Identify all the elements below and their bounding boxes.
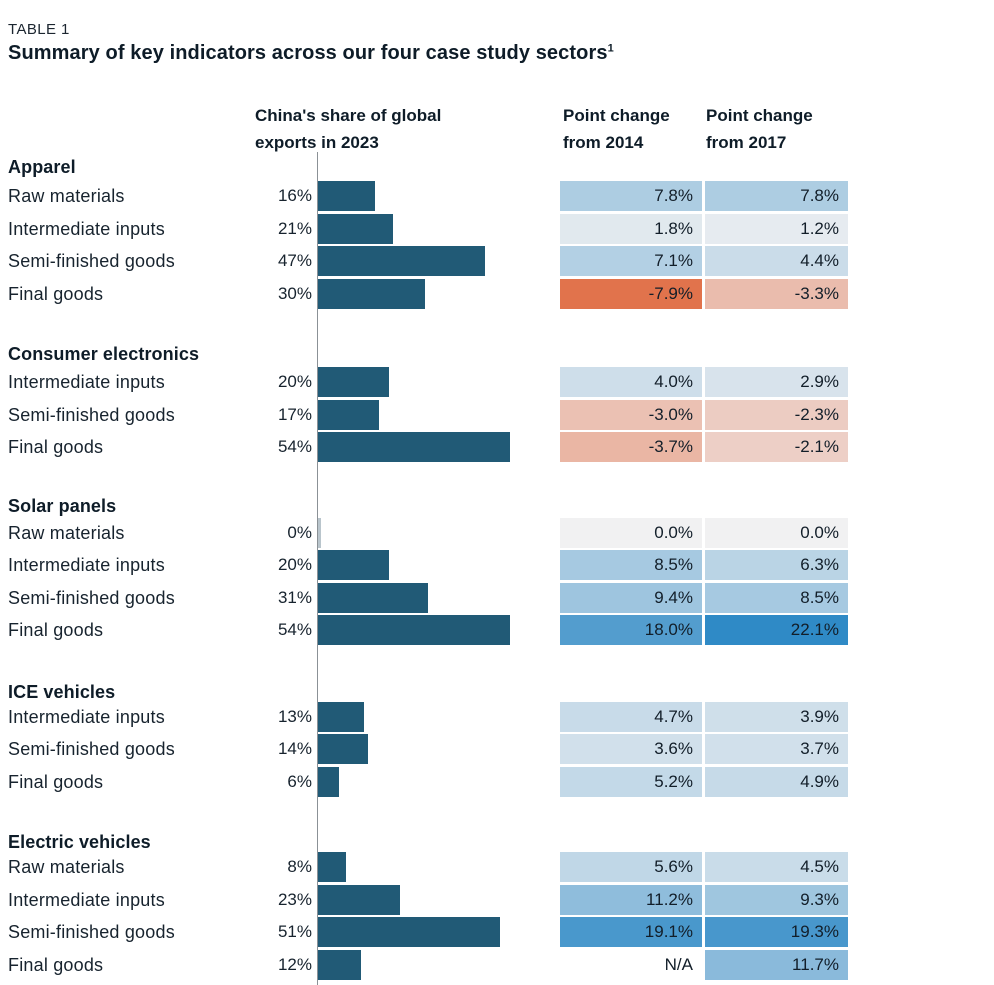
row-label: Intermediate inputs <box>8 372 165 392</box>
share-value-label: 17% <box>277 404 312 424</box>
share-bar <box>318 702 364 732</box>
share-bar <box>318 950 361 980</box>
row-label: Semi-finished goods <box>8 404 175 425</box>
change-cell-2017: 19.3% <box>705 917 848 947</box>
share-value-label: 21% <box>277 218 312 238</box>
share-value-label: 31% <box>277 587 312 607</box>
share-bar <box>318 181 375 211</box>
change-cell-2014: 5.2% <box>560 767 702 797</box>
change-cell-2017: 4.4% <box>705 246 848 276</box>
share-bar <box>318 885 400 915</box>
change-cell-2014: -3.0% <box>560 400 702 430</box>
share-bar <box>318 400 379 430</box>
share-value-label: 51% <box>277 922 312 942</box>
share-value-label: 20% <box>277 372 312 391</box>
share-value-label: 30% <box>277 283 312 303</box>
section-header: Solar panels <box>8 496 117 516</box>
share-bar <box>318 852 346 882</box>
share-value-label: 54% <box>277 620 312 640</box>
share-bar <box>318 583 428 613</box>
share-value-label: 13% <box>277 706 312 726</box>
change-cell-2017: 9.3% <box>705 885 848 915</box>
share-value-label: 14% <box>277 739 312 759</box>
change-cell-2014: 1.8% <box>560 214 702 244</box>
row-label: Intermediate inputs <box>8 555 165 576</box>
change-cell-2014: 5.6% <box>560 852 702 882</box>
change-cell-2014: -3.7% <box>560 432 702 462</box>
change-cell-2017: 2.9% <box>705 367 848 397</box>
change-cell-2014: 4.7% <box>560 702 702 732</box>
share-bar <box>318 367 389 397</box>
change-cell-2017: 1.2% <box>705 214 848 244</box>
table-label: TABLE 1 <box>8 21 70 38</box>
share-value-label: 20% <box>277 555 312 575</box>
share-bar <box>318 615 510 645</box>
share-bar <box>318 518 321 548</box>
share-value-label: 16% <box>277 186 312 205</box>
change-cell-2014: 0.0% <box>560 518 702 548</box>
change-cell-2017: 8.5% <box>705 583 848 613</box>
section-header: Consumer electronics <box>8 344 200 364</box>
share-bar <box>318 214 393 244</box>
row-label: Final goods <box>8 283 104 304</box>
change-cell-2017: 22.1% <box>705 615 848 645</box>
row-label: Raw materials <box>8 522 125 543</box>
change-cell-2017: -2.3% <box>705 400 848 430</box>
share-bar <box>318 246 485 276</box>
change-cell-2017: 4.9% <box>705 767 848 797</box>
share-bar <box>318 767 339 797</box>
share-bar <box>318 550 389 580</box>
change-cell-2014: 9.4% <box>560 583 702 613</box>
share-value-label: 12% <box>277 954 312 974</box>
row-label: Raw materials <box>8 857 125 877</box>
change-cell-2014: 18.0% <box>560 615 702 645</box>
row-label: Intermediate inputs <box>8 889 165 910</box>
row-label: Intermediate inputs <box>8 706 165 727</box>
title-footnote-marker: 1 <box>607 42 614 55</box>
row-label: Semi-finished goods <box>8 251 175 272</box>
change-cell-2014: N/A <box>664 954 693 974</box>
change-cell-2014: 8.5% <box>560 550 702 580</box>
change-cell-2014: -7.9% <box>560 279 702 309</box>
change-cell-2017: 6.3% <box>705 550 848 580</box>
section-header: ICE vehicles <box>8 682 116 702</box>
row-label: Final goods <box>8 771 104 792</box>
share-value-label: 0% <box>287 522 312 542</box>
figure-title-text: Summary of key indicators across our four case study sectors <box>8 42 608 64</box>
section-header: Apparel <box>8 157 76 177</box>
share-bar <box>318 734 368 764</box>
section-header: Electric vehicles <box>8 832 151 852</box>
share-value-label: 47% <box>277 251 312 271</box>
change-cell-2014: 7.1% <box>560 246 702 276</box>
change-cell-2014: 11.2% <box>560 885 702 915</box>
change-cell-2014: 7.8% <box>560 181 702 211</box>
change-cell-2017: 4.5% <box>705 852 848 882</box>
column-header-change-2017: Point change from 2017 <box>706 106 813 152</box>
row-label: Semi-finished goods <box>8 739 175 760</box>
row-label: Final goods <box>8 437 104 458</box>
share-bar <box>318 432 510 462</box>
share-value-label: 54% <box>277 437 312 457</box>
share-value-label: 23% <box>277 889 312 909</box>
change-cell-2017: 11.7% <box>705 950 848 980</box>
column-header-share: China's share of global exports in 2023 <box>255 106 442 152</box>
change-cell-2014: 19.1% <box>560 917 702 947</box>
change-cell-2017: -2.1% <box>705 432 848 462</box>
change-cell-2014: 4.0% <box>560 367 702 397</box>
change-cell-2017: 3.9% <box>705 702 848 732</box>
column-header-change-2014: Point change from 2014 <box>563 106 670 152</box>
share-value-label: 8% <box>287 857 312 876</box>
share-bar <box>318 917 500 947</box>
change-cell-2017: 3.7% <box>705 734 848 764</box>
change-cell-2017: 0.0% <box>705 518 848 548</box>
row-label: Intermediate inputs <box>8 218 165 239</box>
row-label: Final goods <box>8 620 104 641</box>
change-cell-2014: 3.6% <box>560 734 702 764</box>
row-label: Final goods <box>8 954 104 975</box>
row-label: Semi-finished goods <box>8 922 175 943</box>
row-label: Raw materials <box>8 186 125 206</box>
share-value-label: 6% <box>287 771 312 791</box>
change-cell-2017: 7.8% <box>705 181 848 211</box>
change-cell-2017: -3.3% <box>705 279 848 309</box>
share-bar <box>318 279 425 309</box>
row-label: Semi-finished goods <box>8 587 175 608</box>
